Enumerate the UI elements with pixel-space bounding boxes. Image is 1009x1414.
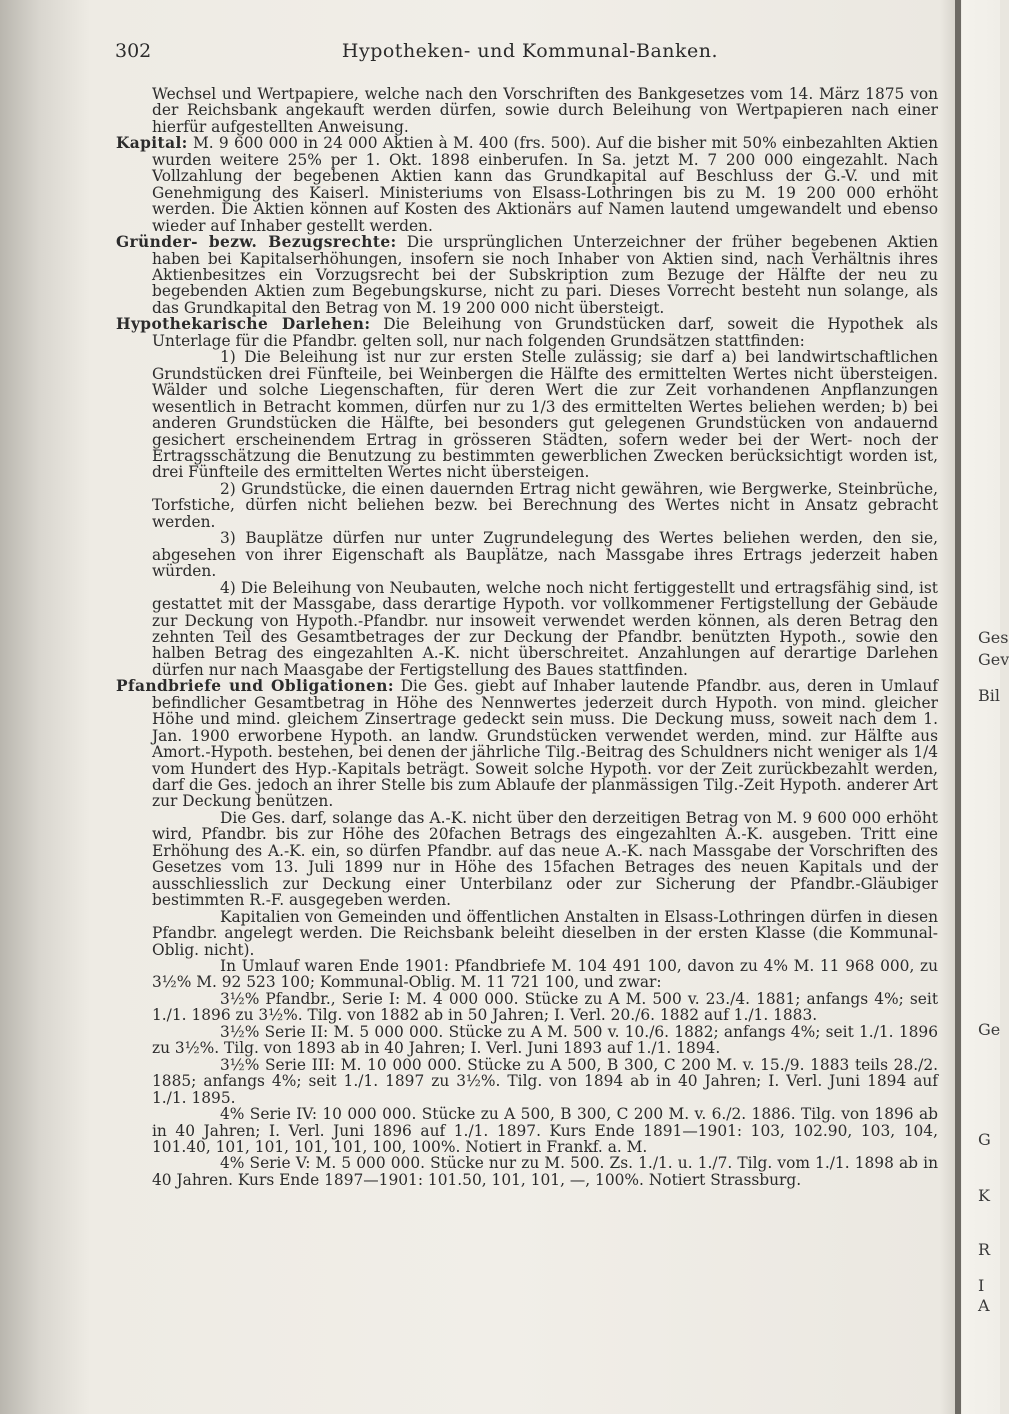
heading-pfandbriefe: Pfandbriefe und Obligationen:: [116, 677, 394, 696]
paragraph-hypothek-1: 1) Die Beleihung ist nur zur ersten Stelle zulässig; sie darf a) bei landwirtschaftlichen Grundstücken drei Fünfteile, bei Weinbergen die Hälfte des ermittelten Wertes nicht übersteigen. Wälder und solche Liegenschaften, für deren Wert die zur Zeit vorhandenen Anpflanzungen wesentlich in Betracht kommen, dürfen nur zu 1/3 des ermittelten Wertes beliehen werden; b) bei anderen Grundstücken die Hälfte, bei besonders gut gelegenen Grundstücken von andauernd gesichert erscheinendem Ertrag in grösseren Städten, sofern weder bei der Wert- noch der Ertragsschätzung die Benutzung zu bestimmten gewerblichen Zwecken berücksichtigt worden ist, drei Fünfteile des ermittelten Wertes nicht übersteigen.: [152, 348, 938, 482]
running-title: Hypotheken- und Kommunal-Banken.: [341, 40, 719, 62]
paragraph-kapital: M. 9 600 000 in 24 000 Aktien à M. 400 (frs. 500). Auf die bisher mit 50% einbezahlten Aktien wurden weitere 25% per 1. Okt. 1898 einberufen. In Sa. jetzt M. 7 200 000 eingezahlt. Nach Vollzahlung der begebenen Aktien kann das Grundkapital auf Beschluss der G.-V. und mit Genehmigung des Kaiserl. Ministeriums von Elsass-Lothringen bis zu M. 19 200 000 erhöht werden. Die Aktien können auf Kosten des Aktionärs auf Namen lautend umgewandelt und ebenso wieder auf Inhaber gestellt werden.: [152, 134, 938, 235]
section-pfandbriefe: [116, 678, 938, 810]
paragraph-hypothek-3: 3) Bauplätze dürfen nur unter Zugrundelegung des Wertes beliehen werden, den sie, abgesehen von ihrer Eigenschaft als Bauplätze, nach Massgabe ihres Ertrags jederzeit haben würden.: [152, 529, 938, 581]
margin-fragment: I: [978, 1276, 985, 1295]
margin-fragment: Ge: [978, 1020, 1001, 1039]
page-edge-divider: [955, 0, 961, 1414]
paragraph-serie-5: 4% Serie V: M. 5 000 000. Stücke nur zu M. 500. Zs. 1./1. u. 1./7. Tilg. vom 1./1. 1898 ab in 40 Jahren. Kurs Ende 1897—1901: 101.50, 101, 101, —, 100%. Notiert Strassburg.: [152, 1154, 938, 1189]
paragraph-serie-1: 3½% Pfandbr., Serie I: M. 4 000 000. Stücke zu A M. 500 v. 23./4. 1881; anfangs 4%; seit 1./1. 1896 zu 3½%. Tilg. von 1882 ab in 50 Jahren; I. Verl. 20./6. 1882 auf 1./1. 1883.: [152, 989, 938, 1025]
margin-fragment: Bil: [978, 686, 1000, 705]
paragraph-pfandbriefe: Die Ges. giebt auf Inhaber lautende Pfandbr. aus, deren in Umlauf befindlicher Gesamtbetrag in Höhe des Nennwertes jederzeit durch Hypoth. von mind. gleicher Höhe und mind. gleichem Zinsertrage gedeckt sein muss. Die Deckung muss, soweit nach dem 1. Jan. 1900 erworbene Hypoth. an landw. Grundstücken verwendet werden, mind. zur Hälfte aus Amort.-Hypoth. bestehen, bei denen der jährliche Tilg.-Beitrag des Schuldners nicht weniger als 1/4 vom Hundert des Hyp.-Kapitals beträgt. Soweit solche Hypoth. vor der Zeit zurückbezahlt werden, darf die Ges. jedoch an ihrer Stelle bis zum Ablaufe der planmässigen Tilg.-Zeit Hypoth. anderer Art zur Deckung benützen.: [152, 677, 938, 811]
margin-fragment: K: [978, 1186, 990, 1205]
paragraph-gruender: Die ursprünglichen Unterzeichner der früher begebenen Aktien haben bei Kapitalserhöhungen, insofern sie noch Inhaber von Aktien sind, nach Verhältnis ihres Aktienbesitzes ein Vorzugsrecht bei der Subskription zum Bezuge der Hälfte der neu zu begebenden Aktien zum Begebungskurse, nicht zu pari. Dieses Vorrecht besteht nun solange, als das Grundkapital den Betrag von M. 19 200 000 nicht übersteigt.: [152, 233, 938, 317]
section-gruender: [116, 234, 938, 316]
margin-fragment: R: [978, 1240, 991, 1259]
paragraph-pfandbriefe-4: In Umlauf waren Ende 1901: Pfandbriefe M. 104 491 100, davon zu 4% M. 11 968 000, zu 3½% M. 92 523 100; Kommunal-Oblig. M. 11 721 100, und zwar:: [152, 957, 938, 992]
paragraph-hypothek-4: 4) Die Beleihung von Neubauten, welche noch nicht fertiggestellt und ertragsfähig sind, ist gestattet mit der Massgabe, dass derartige Hypoth. vor vollkommener Fertigstellung der Gebäude zur Deckung von Hypoth.-Pfandbr. nur insoweit verwendet werden können, als deren Betrag den zehnten Teil des Gesamtbetrages der zur Deckung der Pfandbr. benützten Hypoth., sowie den halben Betrag des eingezahlten A.-K. nicht überschreitet. Anzahlungen auf derartige Darlehen dürfen nur nach Maasgabe der Fertigstellung des Baues stattfinden.: [152, 578, 938, 679]
margin-fragment: Gev: [978, 650, 1009, 669]
section-kapital: [116, 135, 938, 234]
margin-fragment: A: [978, 1296, 990, 1315]
page-number: 302: [115, 40, 152, 62]
paragraph-hypothek: Die Beleihung von Grundstücken darf, soweit die Hypothek als Unterlage für die Pfandbr. gelten soll, nur nach folgenden Grundsätzen stattfinden:: [152, 315, 938, 350]
paragraph-serie-3: 3½% Serie III: M. 10 000 000. Stücke zu A 500, B 300, C 200 M. v. 15./9. 1883 teils 28./2. 1885; anfangs 4%; seit 1./1. 1897 zu 3½%. Tilg. von 1894 ab in 40 Jahren; I. Verl. Juni 1894 auf 1./1. 1895.: [152, 1055, 938, 1107]
paragraph-pfandbriefe-2: Die Ges. darf, solange das A.-K. nicht über den derzeitigen Betrag von M. 9 600 000 erhöht wird, Pfandbr. bis zur Höhe des 20fachen Betrags des eingezahlten A.-K. ausgeben. Tritt eine Erhöhung des A.-K. ein, so dürfen Pfandbr. auf das neue A.-K. nach Massgabe der Vorschriften des Gesetzes vom 13. Juli 1899 nur in Höhe des 15fachen Betrages des neuen Kapitals und der ausschliesslich zur Deckung einer Unterbilanz oder zur Sicherung der Pfandbr.-Gläubiger bestimmten R.-F. ausgegeben werden.: [152, 808, 938, 910]
text-body: [116, 86, 938, 1188]
paragraph-serie-4: 4% Serie IV: 10 000 000. Stücke zu A 500, B 300, C 200 M. v. 6./2. 1886. Tilg. von 1896 ab in 40 Jahren; I. Verl. Juni 1896 auf 1./1. 1897. Kurs Ende 1891—1901: 103, 102.90, 103, 104, 101.40, 101, 101, 101, 101, 100, 100%. Notiert in Frankf. a. M.: [152, 1105, 938, 1156]
paragraph-serie-2: 3½% Serie II: M. 5 000 000. Stücke zu A M. 500 v. 10./6. 1882; anfangs 4%; seit 1./1. 1896 zu 3½%. Tilg. von 1893 ab in 40 Jahren; I. Verl. Juni 1893 auf 1./1. 1894.: [152, 1022, 938, 1058]
heading-kapital: Kapital:: [116, 134, 188, 153]
section-hypothek: [116, 316, 938, 349]
page-header: [115, 40, 945, 66]
paragraph-wertpapiere: Wechsel und Wertpapiere, welche nach den Vorschriften des Bankgesetzes vom 14. März 1875 von der Reichsbank angekauft werden dürfen, sowie durch Beleihung von Wertpapieren nach einer hierfür aufgestellten Anweisung.: [152, 85, 938, 136]
heading-hypothek: Hypothekarische Darlehen:: [116, 315, 371, 334]
heading-gruender: Gründer- bezw. Bezugsrechte:: [116, 233, 397, 252]
paragraph-pfandbriefe-3: Kapitalien von Gemeinden und öffentlichen Anstalten in Elsass-Lothringen dürfen in diesen Pfandbr. angelegt werden. Die Reichsbank beleiht dieselben in der ersten Klasse (die Kommunal-Oblig. nicht).: [152, 907, 938, 959]
paragraph-hypothek-2: 2) Grundstücke, die einen dauernden Ertrag nicht gewähren, wie Bergwerke, Steinbrüche, Torfstiche, dürfen nicht beliehen bezw. bei Berechnung des Wertes nicht in Ansatz gebracht werden.: [152, 479, 938, 531]
margin-fragment: G: [978, 1130, 991, 1149]
margin-fragment: Ges: [978, 628, 1009, 647]
